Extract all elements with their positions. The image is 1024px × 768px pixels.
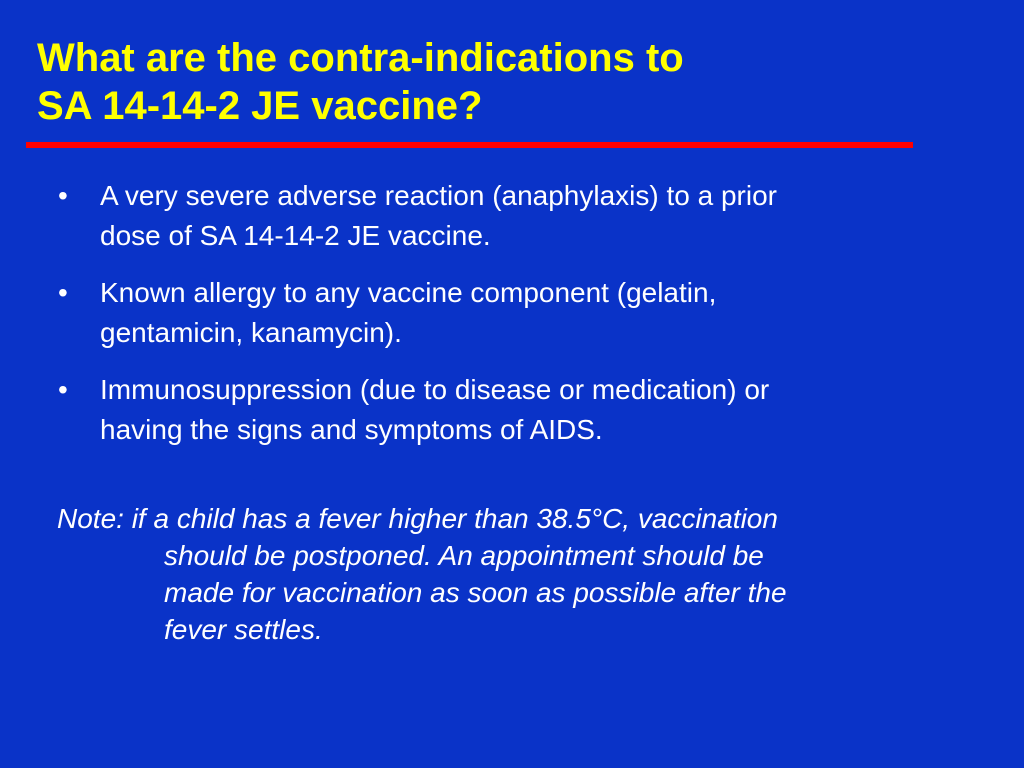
note-line-3: made for vaccination as soon as possible after the bbox=[164, 577, 787, 608]
slide-title-line-2: SA 14-14-2 JE vaccine? bbox=[37, 84, 483, 128]
bullet-text-line-1: A very severe adverse reaction (anaphylaxis) to a prior bbox=[100, 180, 777, 211]
bullet-dot-icon: • bbox=[58, 374, 68, 405]
note-line-4: fever settles. bbox=[164, 614, 323, 645]
bullet-item-anaphylaxis bbox=[58, 176, 958, 256]
bullet-text-line-2: gentamicin, kanamycin). bbox=[100, 317, 402, 348]
note-line-2: should be postponed. An appointment should be bbox=[164, 540, 764, 571]
bullet-text-line-2: having the signs and symptoms of AIDS. bbox=[100, 414, 603, 445]
bullet-text-line-2: dose of SA 14-14-2 JE vaccine. bbox=[100, 220, 491, 251]
bullet-dot-icon: • bbox=[58, 180, 68, 211]
slide-title-line-1: What are the contra-indications to bbox=[37, 36, 684, 80]
bullet-list bbox=[58, 176, 958, 467]
bullet-dot-icon: • bbox=[58, 277, 68, 308]
note-paragraph bbox=[57, 500, 957, 648]
bullet-item-immunosuppression bbox=[58, 370, 958, 450]
bullet-text-line-1: Immunosuppression (due to disease or medication) or bbox=[100, 374, 770, 405]
bullet-text-line-1: Known allergy to any vaccine component (gelatin, bbox=[100, 277, 717, 308]
bullet-item-allergy bbox=[58, 273, 958, 353]
title-divider bbox=[26, 142, 913, 148]
note-line-1: Note: if a child has a fever higher than 38.5°C, vaccination bbox=[57, 503, 778, 534]
slide-title bbox=[37, 34, 937, 130]
